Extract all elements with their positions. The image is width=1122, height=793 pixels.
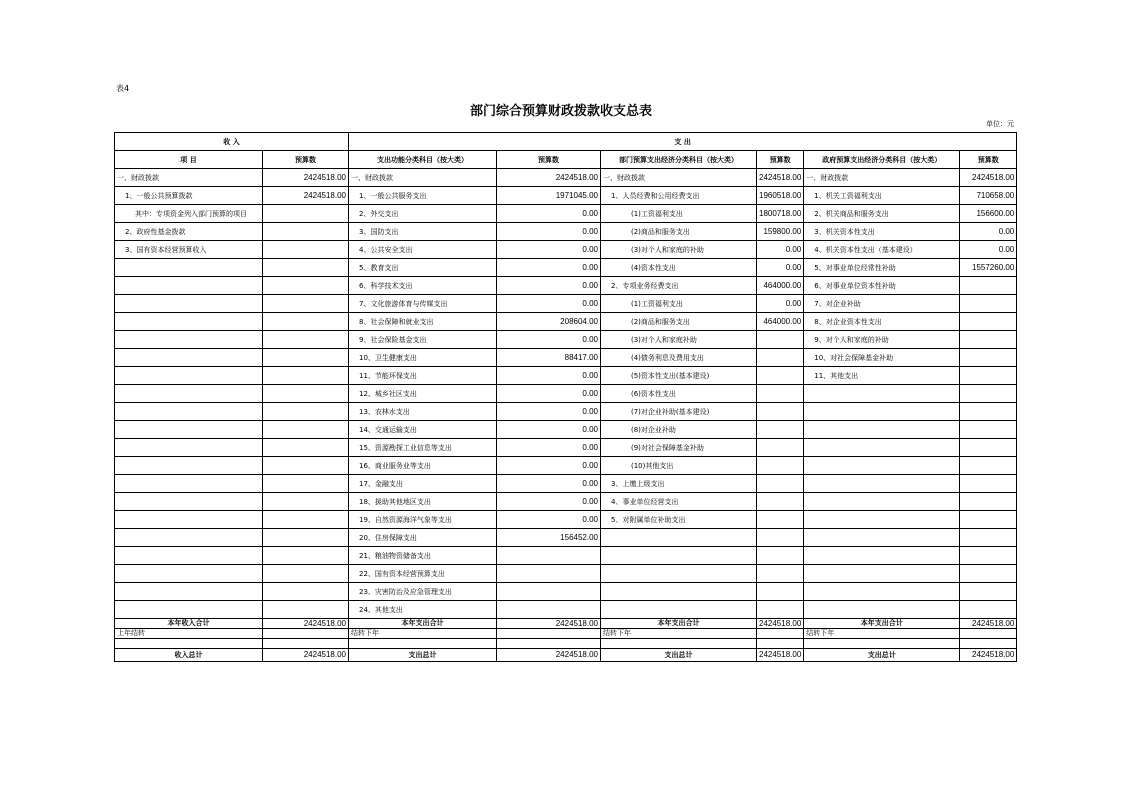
page-title: 部门综合预算财政拨款收支总表 bbox=[469, 104, 652, 119]
label-cell: 19、自然资源海洋气象等支出 bbox=[349, 511, 497, 529]
spacer-row bbox=[115, 639, 1017, 649]
label-cell: 16、商业服务业等支出 bbox=[349, 457, 497, 475]
label-cell bbox=[115, 349, 263, 367]
label-cell bbox=[115, 259, 263, 277]
empty-cell bbox=[349, 639, 497, 649]
empty-cell bbox=[804, 639, 960, 649]
table-row bbox=[115, 241, 1017, 259]
table-row bbox=[115, 259, 1017, 277]
amount-cell bbox=[263, 547, 349, 565]
label-cell: 1、机关工资福利支出 bbox=[804, 187, 960, 205]
table-row bbox=[115, 529, 1017, 547]
amount-cell bbox=[263, 565, 349, 583]
amount-cell: 2424518.00 bbox=[263, 169, 349, 187]
label-cell bbox=[804, 475, 960, 493]
amount-cell bbox=[960, 457, 1017, 475]
amount-cell: 1971045.00 bbox=[497, 187, 601, 205]
label-cell: (9)对社会保障基金补助 bbox=[601, 439, 757, 457]
amount-cell bbox=[960, 629, 1017, 639]
amount-cell: 0.00 bbox=[497, 439, 601, 457]
col-header-dept-economic-class: 部门预算支出经济分类科目（按大类） bbox=[601, 151, 757, 169]
label-cell: 其中：专项资金列入部门预算的项目 bbox=[115, 205, 263, 223]
label-cell bbox=[804, 457, 960, 475]
amount-cell: 2424518.00 bbox=[757, 649, 804, 662]
amount-cell: 0.00 bbox=[497, 457, 601, 475]
label-cell: 11、节能环保支出 bbox=[349, 367, 497, 385]
label-cell: 4、机关资本性支出（基本建设） bbox=[804, 241, 960, 259]
amount-cell: 0.00 bbox=[960, 223, 1017, 241]
label-cell: 结转下年 bbox=[601, 629, 757, 639]
amount-cell bbox=[263, 277, 349, 295]
amount-cell: 0.00 bbox=[497, 385, 601, 403]
amount-cell: 0.00 bbox=[497, 475, 601, 493]
label-cell: 本年支出合计 bbox=[804, 619, 960, 629]
amount-cell: 0.00 bbox=[757, 259, 804, 277]
amount-cell: 1557260.00 bbox=[960, 259, 1017, 277]
amount-cell bbox=[757, 529, 804, 547]
label-cell: 5、教育支出 bbox=[349, 259, 497, 277]
amount-cell bbox=[497, 601, 601, 619]
table-row bbox=[115, 169, 1017, 187]
amount-cell bbox=[757, 565, 804, 583]
label-cell: 3、上缴上级支出 bbox=[601, 475, 757, 493]
label-cell: (2)商品和服务支出 bbox=[601, 223, 757, 241]
table-row bbox=[115, 349, 1017, 367]
unit-label: 单位：元 bbox=[986, 120, 1014, 128]
label-cell bbox=[115, 493, 263, 511]
amount-cell bbox=[497, 583, 601, 601]
label-cell: 24、其他支出 bbox=[349, 601, 497, 619]
income-group-header: 收 入 bbox=[115, 133, 349, 151]
amount-cell bbox=[263, 205, 349, 223]
amount-cell: 156600.00 bbox=[960, 205, 1017, 223]
label-cell: 8、对企业资本性支出 bbox=[804, 313, 960, 331]
label-cell: 本年收入合计 bbox=[115, 619, 263, 629]
label-cell: 20、住房保障支出 bbox=[349, 529, 497, 547]
amount-cell bbox=[960, 439, 1017, 457]
label-cell bbox=[115, 565, 263, 583]
label-cell: 9、社会保险基金支出 bbox=[349, 331, 497, 349]
table-row bbox=[115, 439, 1017, 457]
amount-cell bbox=[757, 349, 804, 367]
amount-cell: 0.00 bbox=[497, 295, 601, 313]
label-cell: 11、其他支出 bbox=[804, 367, 960, 385]
label-cell bbox=[115, 295, 263, 313]
table-row bbox=[115, 331, 1017, 349]
amount-cell: 0.00 bbox=[757, 241, 804, 259]
col-header-amount: 预算数 bbox=[263, 151, 349, 169]
label-cell: 7、对企业补助 bbox=[804, 295, 960, 313]
label-cell: 8、社会保障和就业支出 bbox=[349, 313, 497, 331]
amount-cell bbox=[757, 493, 804, 511]
label-cell: (3)对个人和家庭的补助 bbox=[601, 241, 757, 259]
amount-cell: 0.00 bbox=[497, 259, 601, 277]
amount-cell bbox=[263, 629, 349, 639]
amount-cell bbox=[263, 601, 349, 619]
label-cell bbox=[804, 403, 960, 421]
label-cell bbox=[804, 421, 960, 439]
amount-cell bbox=[757, 331, 804, 349]
amount-cell: 0.00 bbox=[497, 331, 601, 349]
table-row bbox=[115, 583, 1017, 601]
amount-cell bbox=[263, 295, 349, 313]
amount-cell: 2424518.00 bbox=[757, 619, 804, 629]
label-cell: 2、专项业务经费支出 bbox=[601, 277, 757, 295]
amount-cell bbox=[263, 475, 349, 493]
amount-cell bbox=[757, 421, 804, 439]
label-cell: 13、农林水支出 bbox=[349, 403, 497, 421]
label-cell bbox=[804, 583, 960, 601]
label-cell: 9、对个人和家庭的补助 bbox=[804, 331, 960, 349]
amount-cell: 2424518.00 bbox=[263, 619, 349, 629]
amount-cell bbox=[263, 493, 349, 511]
label-cell: 2、机关商品和服务支出 bbox=[804, 205, 960, 223]
label-cell: (10)其他支出 bbox=[601, 457, 757, 475]
label-cell: 10、对社会保障基金补助 bbox=[804, 349, 960, 367]
amount-cell bbox=[960, 403, 1017, 421]
table-row bbox=[115, 187, 1017, 205]
label-cell bbox=[115, 511, 263, 529]
amount-cell: 2424518.00 bbox=[497, 169, 601, 187]
amount-cell bbox=[757, 439, 804, 457]
amount-cell bbox=[263, 403, 349, 421]
amount-cell bbox=[960, 529, 1017, 547]
table-row bbox=[115, 421, 1017, 439]
amount-cell bbox=[960, 547, 1017, 565]
amount-cell bbox=[757, 547, 804, 565]
amount-cell bbox=[263, 583, 349, 601]
amount-cell bbox=[960, 583, 1017, 601]
label-cell: 2、政府性基金拨款 bbox=[115, 223, 263, 241]
label-cell bbox=[115, 529, 263, 547]
amount-cell bbox=[497, 547, 601, 565]
label-cell: (5)资本性支出(基本建设) bbox=[601, 367, 757, 385]
amount-cell bbox=[263, 439, 349, 457]
amount-cell: 0.00 bbox=[497, 277, 601, 295]
label-cell bbox=[115, 403, 263, 421]
label-cell: (1)工资福利支出 bbox=[601, 295, 757, 313]
amount-cell bbox=[960, 511, 1017, 529]
label-cell: (7)对企业补助(基本建设) bbox=[601, 403, 757, 421]
label-cell: 2、外交支出 bbox=[349, 205, 497, 223]
amount-cell bbox=[960, 421, 1017, 439]
label-cell: 14、交通运输支出 bbox=[349, 421, 497, 439]
grand-total-row bbox=[115, 649, 1017, 662]
budget-summary-table bbox=[114, 132, 1017, 662]
table-row bbox=[115, 367, 1017, 385]
col-header-amount: 预算数 bbox=[757, 151, 804, 169]
amount-cell: 208604.00 bbox=[497, 313, 601, 331]
amount-cell: 0.00 bbox=[497, 205, 601, 223]
label-cell: 22、国有资本经营预算支出 bbox=[349, 565, 497, 583]
label-cell: 一、财政拨款 bbox=[349, 169, 497, 187]
label-cell: (4)资本性支出 bbox=[601, 259, 757, 277]
label-cell bbox=[804, 529, 960, 547]
table-row bbox=[115, 493, 1017, 511]
label-cell: 1、人员经费和公用经费支出 bbox=[601, 187, 757, 205]
col-header-amount: 预算数 bbox=[960, 151, 1017, 169]
label-cell bbox=[115, 439, 263, 457]
label-cell bbox=[115, 277, 263, 295]
label-cell: 10、卫生健康支出 bbox=[349, 349, 497, 367]
empty-cell bbox=[497, 639, 601, 649]
empty-cell bbox=[757, 639, 804, 649]
amount-cell: 0.00 bbox=[960, 241, 1017, 259]
amount-cell: 2424518.00 bbox=[263, 187, 349, 205]
label-cell: (4)债务利息及费用支出 bbox=[601, 349, 757, 367]
label-cell: 5、对事业单位经常性补助 bbox=[804, 259, 960, 277]
label-cell: (8)对企业补助 bbox=[601, 421, 757, 439]
amount-cell: 156452.00 bbox=[497, 529, 601, 547]
empty-cell bbox=[115, 639, 263, 649]
amount-cell: 88417.00 bbox=[497, 349, 601, 367]
label-cell bbox=[115, 475, 263, 493]
label-cell: 上年结转 bbox=[115, 629, 263, 639]
amount-cell: 0.00 bbox=[497, 223, 601, 241]
amount-cell bbox=[263, 331, 349, 349]
label-cell bbox=[601, 601, 757, 619]
amount-cell: 0.00 bbox=[497, 403, 601, 421]
table-row bbox=[115, 277, 1017, 295]
amount-cell bbox=[263, 367, 349, 385]
label-cell: 一、财政拨款 bbox=[804, 169, 960, 187]
table-row bbox=[115, 565, 1017, 583]
label-cell: 3、国防支出 bbox=[349, 223, 497, 241]
expense-group-header: 支 出 bbox=[349, 133, 1017, 151]
amount-cell bbox=[960, 313, 1017, 331]
label-cell bbox=[804, 601, 960, 619]
amount-cell: 2424518.00 bbox=[960, 649, 1017, 662]
label-cell bbox=[115, 313, 263, 331]
amount-cell bbox=[960, 601, 1017, 619]
label-cell bbox=[115, 601, 263, 619]
amount-cell: 1960518.00 bbox=[757, 187, 804, 205]
label-cell: (3)对个人和家庭补助 bbox=[601, 331, 757, 349]
amount-cell bbox=[497, 565, 601, 583]
label-cell: 21、粮油物资储备支出 bbox=[349, 547, 497, 565]
empty-cell bbox=[960, 639, 1017, 649]
amount-cell bbox=[960, 331, 1017, 349]
amount-cell: 2424518.00 bbox=[757, 169, 804, 187]
label-cell: 1、一般公共服务支出 bbox=[349, 187, 497, 205]
amount-cell bbox=[960, 367, 1017, 385]
table-row bbox=[115, 403, 1017, 421]
label-cell bbox=[115, 367, 263, 385]
col-header-gov-economic-class: 政府预算支出经济分类科目（按大类） bbox=[804, 151, 960, 169]
amount-cell: 2424518.00 bbox=[497, 619, 601, 629]
amount-cell bbox=[263, 349, 349, 367]
amount-cell bbox=[960, 475, 1017, 493]
amount-cell: 0.00 bbox=[497, 241, 601, 259]
table-row bbox=[115, 475, 1017, 493]
label-cell: 结转下年 bbox=[349, 629, 497, 639]
label-cell bbox=[804, 547, 960, 565]
label-cell: (2)商品和服务支出 bbox=[601, 313, 757, 331]
amount-cell bbox=[263, 511, 349, 529]
label-cell: 本年支出合计 bbox=[601, 619, 757, 629]
label-cell bbox=[804, 493, 960, 511]
table-row bbox=[115, 385, 1017, 403]
amount-cell: 2424518.00 bbox=[960, 169, 1017, 187]
col-header-item: 项 目 bbox=[115, 151, 263, 169]
amount-cell: 2424518.00 bbox=[263, 649, 349, 662]
label-cell: 3、国有资本经营预算收入 bbox=[115, 241, 263, 259]
label-cell: 4、事业单位经营支出 bbox=[601, 493, 757, 511]
col-header-amount: 预算数 bbox=[497, 151, 601, 169]
label-cell: 一、财政拨款 bbox=[601, 169, 757, 187]
label-cell: 4、公共安全支出 bbox=[349, 241, 497, 259]
amount-cell: 464000.00 bbox=[757, 277, 804, 295]
amount-cell bbox=[497, 629, 601, 639]
table-row bbox=[115, 601, 1017, 619]
empty-cell bbox=[601, 639, 757, 649]
table-row bbox=[115, 511, 1017, 529]
amount-cell: 159800.00 bbox=[757, 223, 804, 241]
label-cell: 5、对附属单位补助支出 bbox=[601, 511, 757, 529]
label-cell: 17、金融支出 bbox=[349, 475, 497, 493]
label-cell: 收入总计 bbox=[115, 649, 263, 662]
label-cell bbox=[601, 529, 757, 547]
label-cell: 结转下年 bbox=[804, 629, 960, 639]
amount-cell: 464000.00 bbox=[757, 313, 804, 331]
amount-cell: 0.00 bbox=[497, 493, 601, 511]
amount-cell bbox=[960, 493, 1017, 511]
amount-cell: 0.00 bbox=[497, 367, 601, 385]
table-row bbox=[115, 205, 1017, 223]
label-cell bbox=[115, 385, 263, 403]
label-cell: 6、对事业单位资本性补助 bbox=[804, 277, 960, 295]
amount-cell: 0.00 bbox=[757, 295, 804, 313]
label-cell: 支出总计 bbox=[349, 649, 497, 662]
amount-cell: 710658.00 bbox=[960, 187, 1017, 205]
label-cell bbox=[804, 565, 960, 583]
amount-cell bbox=[960, 385, 1017, 403]
amount-cell bbox=[263, 529, 349, 547]
amount-cell bbox=[757, 457, 804, 475]
amount-cell: 2424518.00 bbox=[497, 649, 601, 662]
amount-cell bbox=[757, 367, 804, 385]
empty-cell bbox=[263, 639, 349, 649]
amount-cell bbox=[960, 349, 1017, 367]
label-cell: 6、科学技术支出 bbox=[349, 277, 497, 295]
label-cell: 1、一般公共预算拨款 bbox=[115, 187, 263, 205]
amount-cell bbox=[757, 583, 804, 601]
amount-cell: 1800718.00 bbox=[757, 205, 804, 223]
amount-cell bbox=[960, 565, 1017, 583]
amount-cell bbox=[960, 295, 1017, 313]
carryover-row bbox=[115, 629, 1017, 639]
table-row bbox=[115, 223, 1017, 241]
label-cell: 23、灾害防治及应急管理支出 bbox=[349, 583, 497, 601]
amount-cell bbox=[263, 223, 349, 241]
table-row bbox=[115, 457, 1017, 475]
label-cell: (6)资本性支出 bbox=[601, 385, 757, 403]
amount-cell bbox=[757, 385, 804, 403]
amount-cell: 0.00 bbox=[497, 421, 601, 439]
label-cell: 3、机关资本性支出 bbox=[804, 223, 960, 241]
amount-cell: 2424518.00 bbox=[960, 619, 1017, 629]
label-cell bbox=[115, 421, 263, 439]
label-cell bbox=[804, 385, 960, 403]
amount-cell bbox=[263, 241, 349, 259]
table-number-label: 表4 bbox=[116, 84, 130, 93]
amount-cell bbox=[263, 313, 349, 331]
amount-cell bbox=[263, 421, 349, 439]
label-cell bbox=[115, 457, 263, 475]
label-cell: (1)工资福利支出 bbox=[601, 205, 757, 223]
col-header-functional-class: 支出功能分类科目（按大类） bbox=[349, 151, 497, 169]
label-cell bbox=[804, 511, 960, 529]
amount-cell bbox=[757, 629, 804, 639]
amount-cell bbox=[757, 475, 804, 493]
amount-cell bbox=[960, 277, 1017, 295]
table-row bbox=[115, 547, 1017, 565]
label-cell bbox=[115, 331, 263, 349]
totals-row bbox=[115, 619, 1017, 629]
label-cell: 一、财政拨款 bbox=[115, 169, 263, 187]
label-cell: 7、文化旅游体育与传媒支出 bbox=[349, 295, 497, 313]
label-cell: 18、援助其他地区支出 bbox=[349, 493, 497, 511]
table-row bbox=[115, 295, 1017, 313]
label-cell: 12、城乡社区支出 bbox=[349, 385, 497, 403]
amount-cell bbox=[757, 511, 804, 529]
label-cell: 本年支出合计 bbox=[349, 619, 497, 629]
amount-cell bbox=[757, 403, 804, 421]
label-cell bbox=[115, 547, 263, 565]
amount-cell bbox=[263, 259, 349, 277]
label-cell: 支出总计 bbox=[804, 649, 960, 662]
amount-cell bbox=[263, 457, 349, 475]
label-cell bbox=[601, 565, 757, 583]
label-cell: 支出总计 bbox=[601, 649, 757, 662]
label-cell bbox=[115, 583, 263, 601]
amount-cell bbox=[757, 601, 804, 619]
table-row bbox=[115, 313, 1017, 331]
amount-cell: 0.00 bbox=[497, 511, 601, 529]
label-cell bbox=[601, 547, 757, 565]
label-cell bbox=[601, 583, 757, 601]
amount-cell bbox=[263, 385, 349, 403]
label-cell: 15、资源勘探工业信息等支出 bbox=[349, 439, 497, 457]
label-cell bbox=[804, 439, 960, 457]
